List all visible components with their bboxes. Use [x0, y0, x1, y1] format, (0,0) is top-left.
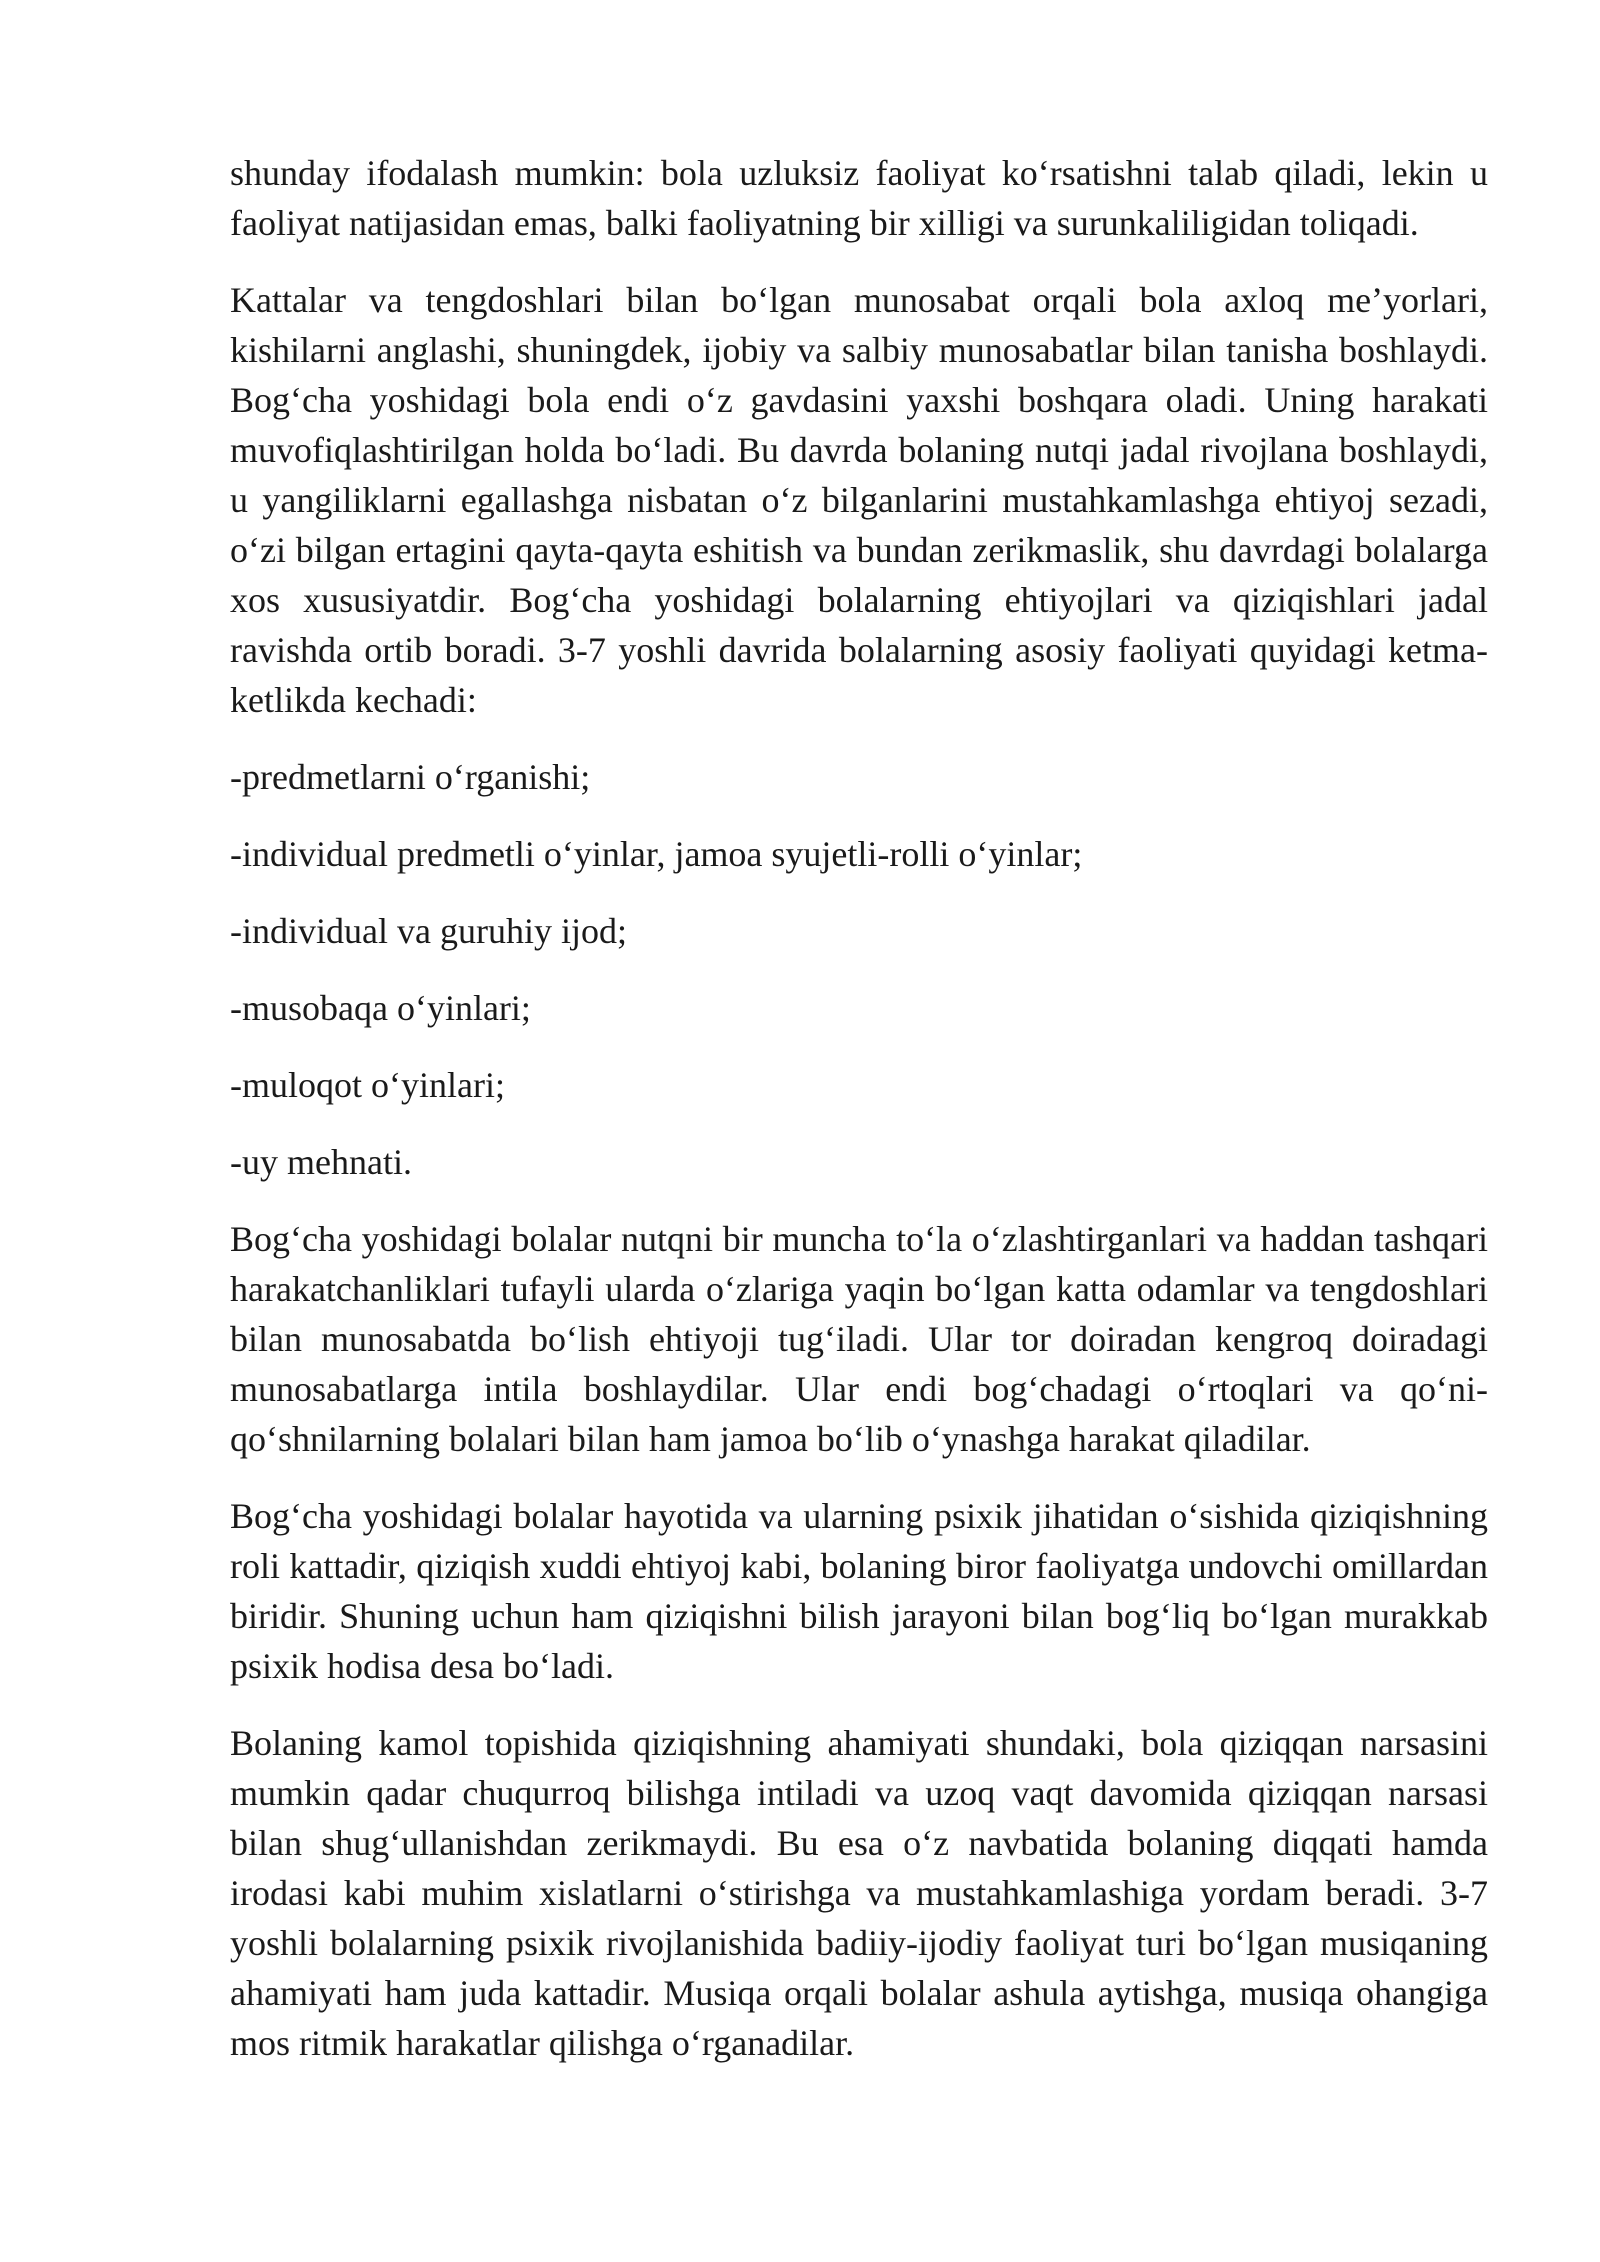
- list-item: -muloqot o‘yinlari;: [230, 1065, 505, 1105]
- list-item: -predmetlarni o‘rganishi;: [230, 757, 591, 797]
- list-item: -individual va guruhiy ijod;: [230, 911, 627, 951]
- document-page: [230, 148, 1488, 2095]
- paragraph: Bog‘cha yoshidagi bolalar hayotida va ularning psixik jihatidan o‘sishida qiziqishning roli kattadir, qiziqish xuddi ehtiyoj kabi, bolaning biror faoliyatga undovchi omillardan biridir. Shuning uchun ham qiziqishni bilish jarayoni bilan bog‘liq bo‘lgan murakkab psixik hodisa desa bo‘ladi.: [230, 1496, 1488, 1686]
- paragraph: shunday ifodalash mumkin: bola uzluksiz faoliyat ko‘rsatishni talab qiladi, lekin u faoliyat natijasidan emas, balki faoliyatning bir xilligi va surunkaliligidan toliqadi.: [230, 153, 1488, 243]
- list-item: -musobaqa o‘yinlari;: [230, 988, 531, 1028]
- paragraph: Bolaning kamol topishida qiziqishning ahamiyati shundaki, bola qiziqqan narsasini mumkin qadar chuqurroq bilishga intiladi va uzoq vaqt davomida qiziqqan narsasi bilan shug‘ullanishdan zerikmaydi. Bu esa o‘z navbatida bolaning diqqati hamda irodasi kabi muhim xislatlarni o‘stirishga va mustahkamlashiga yordam beradi. 3-7 yoshli bolalarning psixik rivojlanishida badiiy-ijodiy faoliyat turi bo‘lgan musiqaning ahamiyati ham juda kattadir. Musiqa orqali bolalar ashula aytishga, musiqa ohangiga mos ritmik harakatlar qilishga o‘rganadilar.: [230, 1723, 1488, 2063]
- paragraph: Kattalar va tengdoshlari bilan bo‘lgan munosabat orqali bola axloq me’yorlari, kishilarni anglashi, shuningdek, ijobiy va salbiy munosabatlar bilan tanisha boshlaydi. Bog‘cha yoshidagi bola endi o‘z gavdasini yaxshi boshqara oladi. Uning harakati muvofiqlashtirilgan holda bo‘ladi. Bu davrda bolaning nutqi jadal rivojlana boshlaydi, u yangiliklarni egallashga nisbatan o‘z bilganlarini mustahkamlashga ehtiyoj sezadi, o‘zi bilgan ertagini qayta-qayta eshitish va bundan zerikmaslik, shu davrdagi bolalarga xos xususiyatdir. Bog‘cha yoshidagi bolalarning ehtiyojlari va qiziqishlari jadal ravishda ortib boradi. 3-7 yoshli davrida bolalarning asosiy faoliyati quyidagi ketma-ketlikda kechadi:: [230, 280, 1488, 720]
- list-item: -individual predmetli o‘yinlar, jamoa syujetli-rolli o‘yinlar;: [230, 834, 1083, 874]
- paragraph: Bog‘cha yoshidagi bolalar nutqni bir muncha to‘la o‘zlashtirganlari va haddan tashqari harakatchanliklari tufayli ularda o‘zlariga yaqin bo‘lgan katta odamlar va tengdoshlari bilan munosabatda bo‘lish ehtiyoji tug‘iladi. Ular tor doiradan kengroq doiradagi munosabatlarga intila boshlaydilar. Ular endi bog‘chadagi o‘rtoqlari va qo‘ni-qo‘shnilarning bolalari bilan ham jamoa bo‘lib o‘ynashga harakat qiladilar.: [230, 1219, 1488, 1459]
- list-item: -uy mehnati.: [230, 1142, 412, 1182]
